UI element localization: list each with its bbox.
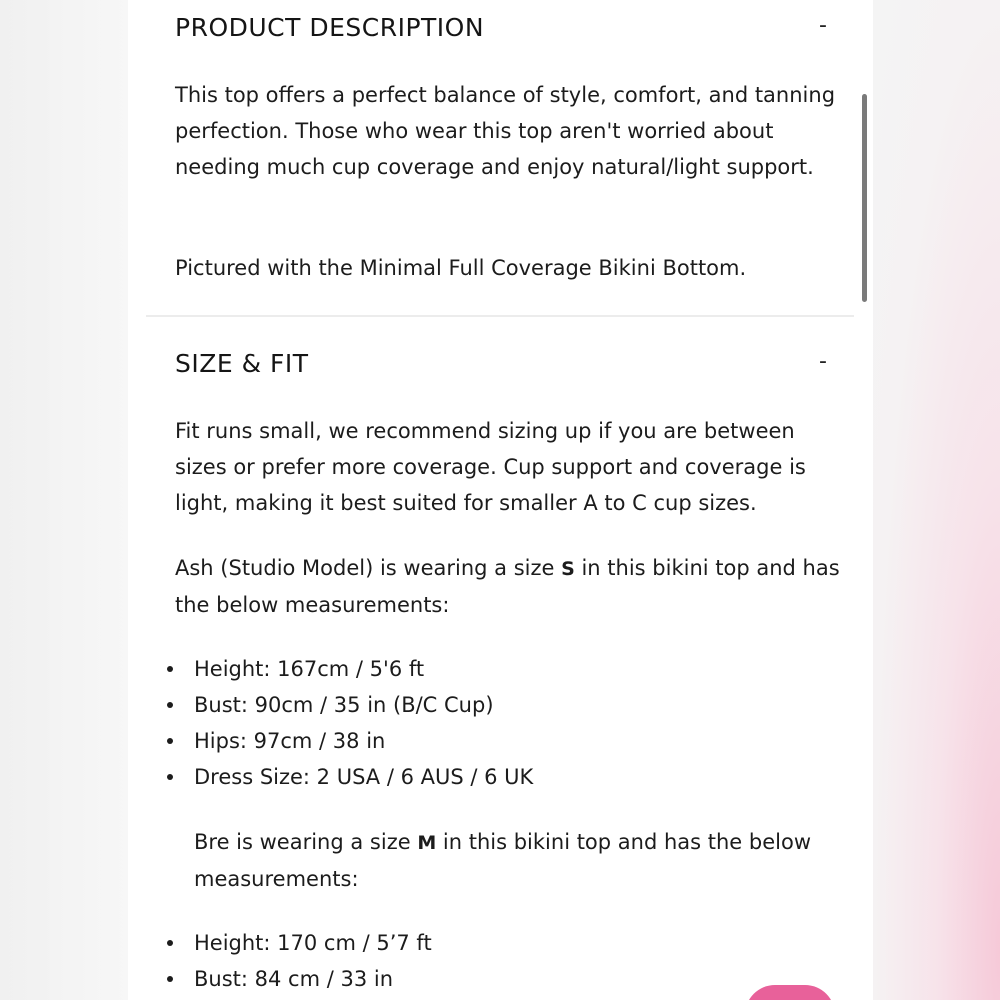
bullet-icon [167,738,173,744]
background-left [0,0,128,1000]
model2-measurements-list [194,925,834,997]
size-fit-intro: Fit runs small, we recommend sizing up if you are between sizes or prefer more coverage. Cup support and coverage is light, making it best suited for smaller A to C cup sizes. [175,419,806,515]
list-item: Hips: 97cm / 38 in [194,723,834,759]
bullet-icon [167,774,173,780]
model2-size: M [417,832,437,854]
size-fit-header[interactable] [175,349,835,389]
background-right [873,0,1000,1000]
product-details-panel [128,0,873,1000]
section-divider [146,315,854,317]
bullet-icon [167,940,173,946]
model1-measurements-list [194,651,834,795]
bullet-icon [167,666,173,672]
list-item: Height: 167cm / 5'6 ft [194,651,834,687]
list-item: Height: 170 cm / 5’7 ft [194,925,834,961]
model1-size: S [561,558,575,580]
collapse-minus-icon[interactable]: - [819,13,827,38]
size-fit-title: SIZE & FIT [175,349,309,378]
model1-text-before: Ash (Studio Model) is wearing a size [175,556,562,580]
scrollbar-thumb[interactable] [862,94,867,302]
model2-text-after: in this bikini top and has the below measurements: [194,830,812,891]
list-item: Dress Size: 2 USA / 6 AUS / 6 UK [194,759,834,795]
list-item: Bust: 90cm / 35 in (B/C Cup) [194,687,834,723]
model2-description [194,824,834,897]
product-description-pictured-with: Pictured with the Minimal Full Coverage Bikini Bottom. [175,256,747,280]
product-description-title: PRODUCT DESCRIPTION [175,13,485,42]
model2-text-before: Bre is wearing a size [194,830,418,854]
product-description-text: This top offers a perfect balance of style, comfort, and tanning perfection. Those who wear this top aren't worried about needing much cup coverage and enjoy natural/light support. [175,83,836,179]
bullet-icon [167,702,173,708]
list-item: Bust: 84 cm / 33 in [194,961,834,997]
product-description-header[interactable] [175,13,835,53]
bullet-icon [167,976,173,982]
model1-text-after: in this bikini top and has the below measurements: [175,556,840,617]
collapse-minus-icon[interactable]: - [819,349,827,374]
model1-description [175,550,840,623]
